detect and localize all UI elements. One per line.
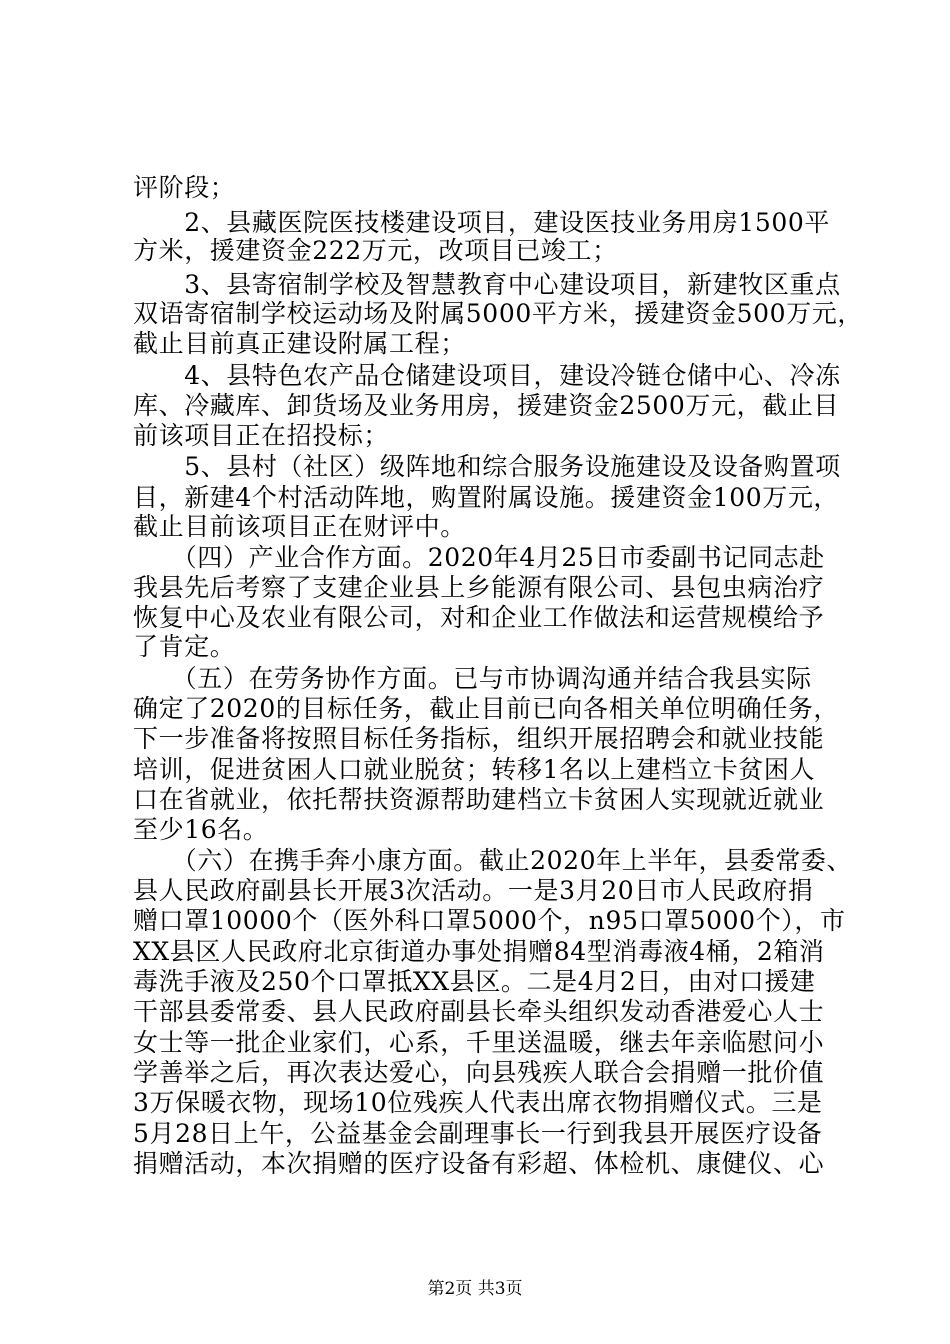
text-line: 口在省就业，依托帮扶资源帮助建档立卡贫困人实现就近就业	[133, 785, 825, 814]
text-line: 女士等一批企业家们，心系，千里送温暖，继去年亲临慰问小	[133, 1028, 825, 1057]
text-line: 至少16名。	[133, 815, 269, 844]
text-line: 2、县藏医院医技楼建设项目，建设医技业务用房1500平	[133, 208, 830, 237]
text-line: 毒洗手液及250个口罩抵XX县区。二是4月2日，由对口援建	[133, 967, 816, 996]
text-line: 双语寄宿制学校运动场及附属5000平方米，援建资金500万元，	[133, 299, 863, 328]
text-line: 确定了2020的目标任务，截止目前已向各相关单位明确任务，	[133, 694, 840, 723]
text-line: 库、冷藏库、卸货场及业务用房，援建资金2500万元，截止目	[133, 391, 840, 420]
text-line: 方米，援建资金222万元，改项目已竣工；	[133, 236, 618, 265]
text-line: （六）在携手奔小康方面。截止2020年上半年，县委常委、	[133, 846, 853, 875]
text-line: 捐赠活动，本次捐赠的医疗设备有彩超、体检机、康健仪、心	[133, 1149, 825, 1178]
text-line: （四）产业合作方面。2020年4月25日市委副书记同志赴	[133, 543, 825, 572]
text-line: 我县先后考察了支建企业县上乡能源有限公司、县包虫病治疗	[133, 573, 825, 602]
text-line: 赠口罩10000个（医外科口罩5000个，n95口罩5000个），市	[133, 906, 846, 935]
text-line: 截止目前真正建设附属工程；	[133, 329, 466, 358]
text-line: 前该项目正在招投标；	[133, 421, 390, 450]
text-line: 干部县委常委、县人民政府副县长牵头组织发动香港爱心人士	[133, 997, 825, 1026]
text-line: 评阶段；	[133, 173, 236, 202]
text-line: 培训，促进贫困人口就业脱贫；转移1名以上建档立卡贫困人	[133, 755, 816, 784]
text-line: 目，新建4个村活动阵地，购置附属设施。援建资金100万元，	[133, 483, 840, 512]
page-footer: 第2页 共3页	[427, 1279, 523, 1299]
text-line: 下一步准备将按照目标任务指标，组织开展招聘会和就业技能	[133, 724, 825, 753]
text-line: 了肯定。	[133, 632, 236, 661]
text-line: XX县区人民政府北京街道办事处捐赠84型消毒液4桶，2箱消	[133, 937, 825, 966]
text-line: 县人民政府副县长开展3次活动。一是3月20日市人民政府捐	[133, 876, 814, 905]
text-line: 截止目前该项目正在财评中。	[133, 512, 466, 541]
text-line: 4、县特色农产品仓储建设项目，建设冷链仓储中心、冷冻	[133, 361, 841, 390]
text-line: 恢复中心及农业有限公司，对和企业工作做法和运营规模给予	[133, 603, 825, 632]
text-line: 学善举之后，再次表达爱心，向县残疾人联合会捐赠一批价值	[133, 1058, 825, 1087]
text-line: （五）在劳务协作方面。已与市协调沟通并结合我县实际	[133, 664, 812, 693]
text-line: 3万保暖衣物，现场10位残疾人代表出席衣物捐赠仪式。三是	[133, 1088, 823, 1117]
text-line: 3、县寄宿制学校及智慧教育中心建设项目，新建牧区重点	[133, 270, 841, 299]
text-line: 5月28日上午，公益基金会副理事长一行到我县开展医疗设备	[133, 1119, 823, 1148]
text-line: 5、县村（社区）级阵地和综合服务设施建设及设备购置项	[133, 452, 841, 481]
